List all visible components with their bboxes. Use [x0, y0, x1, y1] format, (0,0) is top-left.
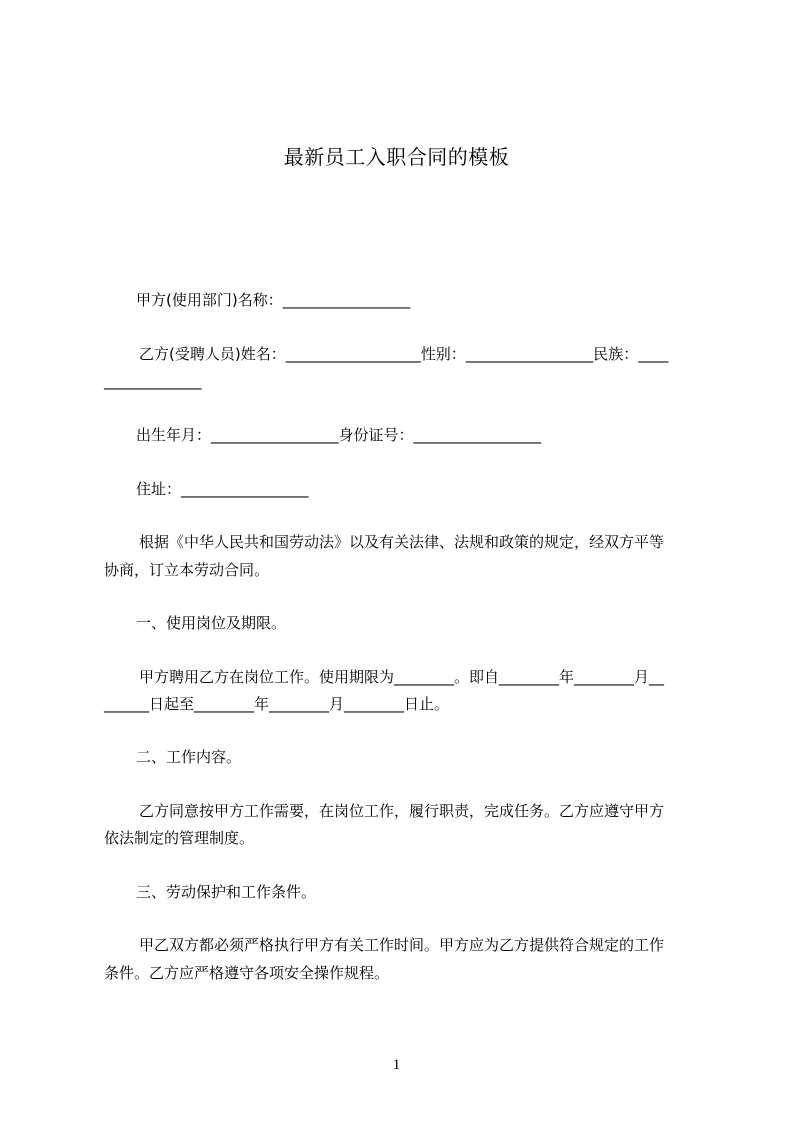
section-2-body-line-2: 依法制定的管理制度。: [104, 829, 255, 847]
section-3-body-line-2: 条件。乙方应严格遵守各项安全操作规程。: [104, 964, 390, 982]
preamble-paragraph-line-1: 根据《中华人民共和国劳动法》以及有关法律、法规和政策的规定，经双方平等: [139, 533, 665, 551]
address-line: 住址：_________________: [136, 480, 309, 498]
party-b-info-line-cont: _____________: [104, 372, 202, 390]
section-1-body-line-1: 甲方聘用乙方在岗位工作。使用期限为________。即自________年________月__: [139, 668, 665, 686]
preamble-paragraph-line-2: 协商，订立本劳动合同。: [104, 561, 270, 579]
section-3-body-line-1: 甲乙双方都必须严格执行甲方有关工作时间。甲方应为乙方提供符合规定的工作: [139, 936, 665, 954]
party-a-name-line: 甲方(使用部门)名称：_________________: [136, 291, 411, 309]
section-3-heading: 三、劳动保护和工作条件。: [136, 883, 317, 901]
birth-id-line: 出生年月：_________________身份证号：_________________: [136, 426, 542, 444]
page-number: 1: [392, 1057, 401, 1073]
section-2-body-line-1: 乙方同意按甲方工作需要，在岗位工作，履行职责，完成任务。乙方应遵守甲方: [139, 802, 665, 820]
document-title: 最新员工入职合同的模板: [283, 145, 510, 169]
section-1-heading: 一、使用岗位及期限。: [136, 614, 287, 632]
party-b-info-line: 乙方(受聘人员)姓名：__________________性别：_________________民族：____: [139, 345, 669, 363]
section-2-heading: 二、工作内容。: [136, 748, 242, 766]
section-1-body-line-2: ______日起至________年________月________日止。: [104, 695, 450, 713]
